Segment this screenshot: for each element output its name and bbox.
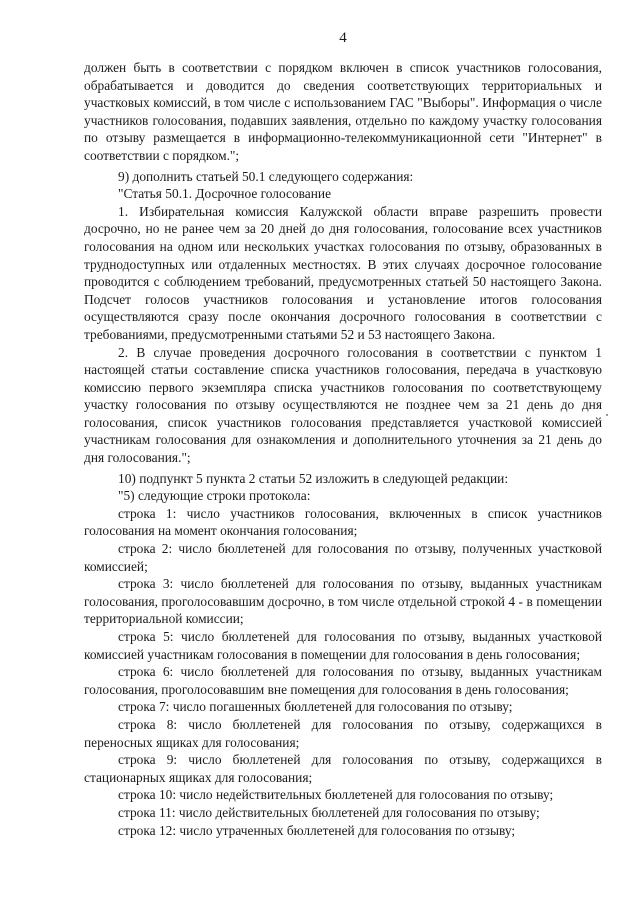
protocol-line: строка 7: число погашенных бюллетеней для голосования по отзыву; [118, 699, 513, 715]
scan-speck [606, 414, 608, 416]
article-heading: "Статья 50.1. Досрочное голосование [118, 186, 332, 202]
page-number: 4 [339, 30, 347, 46]
protocol-line: строка 9: число бюллетеней для голосования по отзыву, содержащихся в стационарных ящиках для голосования; [84, 752, 602, 785]
protocol-line: строка 5: число бюллетеней для голосования по отзыву, выданных участковой комиссией участникам голосования в помещении для голосования в день голосования; [84, 629, 602, 662]
article-clause-2: 2. В случае проведения досрочного голосования в соответствии с пунктом 1 настоящей статьи составление списка участников голосования, передача в участковую комиссию первого экземпляра списка участников голосования по соответствующему участку голосования по отзыву осуществляются не позднее чем за 21 день до дня голосования, список участников голосования представляется участковой комиссией участникам голосования для ознакомления и дополнительного уточнения за 21 день до дня голосования."; [84, 344, 602, 466]
protocol-line: строка 11: число действительных бюллетеней для голосования по отзыву; [118, 804, 540, 820]
paragraph-amendment-9: 9) дополнить статьей 50.1 следующего содержания: [118, 168, 414, 184]
subclause-heading: "5) следующие строки протокола: [118, 488, 311, 504]
protocol-line: строка 1: число участников голосования, включенных в список участников голосования на момент окончания голосования; [84, 505, 602, 539]
protocol-line: строка 12: число утраченных бюллетеней для голосования по отзыву; [118, 822, 516, 838]
article-clause-1: 1. Избирательная комиссия Калужской области вправе разрешить провести досрочно, но не ранее чем за 20 дней до дня голосования, голосование всех участников голосования на одном или нескольких участках голосования по отзыву, образованных в труднодоступных или отдаленных местностях. В этих случаях досрочное голосование проводится с соблюдением требований, предусмотренных статьей 50 настоящего Закона. Подсчет голосов участников голосования и установление итогов голосования осуществляются сразу после окончания досрочного голосования в соответствии с требованиями, предусмотренными статьями 52 и 53 настоящего Закона. [84, 203, 602, 342]
protocol-line: строка 8: число бюллетеней для голосования по отзыву, содержащихся в переносных ящиках для голосования; [84, 716, 602, 750]
protocol-line: строка 3: число бюллетеней для голосования по отзыву, выданных участникам голосования, проголосовавшим досрочно, в том числе отдельной строкой 4 - в помещении территориальной комиссии; [84, 576, 602, 627]
protocol-line: строка 2: число бюллетеней для голосования по отзыву, полученных участковой комиссией; [84, 541, 602, 574]
protocol-line: строка 10: число недействительных бюллетеней для голосования по отзыву; [118, 787, 554, 803]
paragraph-continuation: должен быть в соответствии с порядком включен в список участников голосования, обрабатывается и доводится до сведения соответствующих территориальных и участковых комиссий, в том числе с использованием ГАС "Выборы". Информация о числе участников голосования, подавших заявления, отдельно по каждому участку голосования по отзыву размещается в информационно-телекоммуникационной сети "Интернет" в соответствии с порядком."; [84, 60, 602, 163]
paragraph-amendment-10: 10) подпункт 5 пункта 2 статьи 52 изложить в следующей редакции: [118, 470, 509, 486]
document-body [84, 59, 602, 839]
protocol-line: строка 6: число бюллетеней для голосования по отзыву, выданных участникам голосования, проголосовавшим вне помещения для голосования в день голосования; [84, 664, 602, 697]
